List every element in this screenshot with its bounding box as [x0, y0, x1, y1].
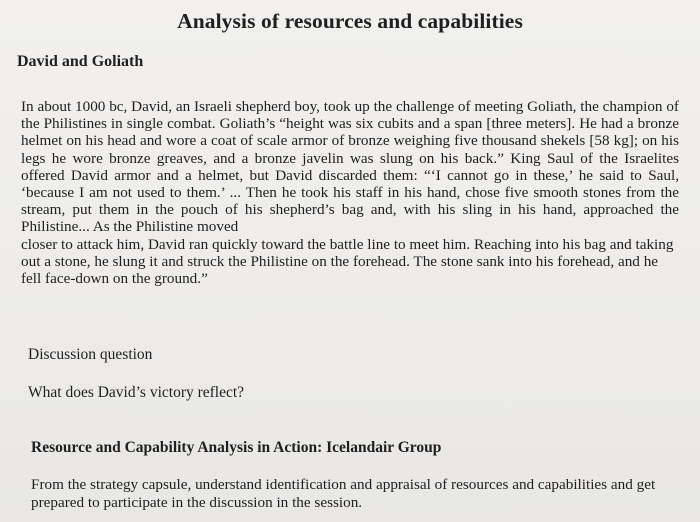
discussion-question: What does David’s victory reflect? [28, 384, 245, 401]
story-text [21, 98, 679, 287]
story-paragraph-2: closer to attack him, David ran quickly toward the battle line to meet him. Reaching into his bag and taking out a stone, he slung it and struck the Philistine on the forehead. The stone sank into his forehead, and he fell face-down on the ground.” [21, 235, 674, 288]
rca-text: From the strategy capsule, understand identification and appraisal of resources and capabilities and get prepared to participate in the discussion in the session. [31, 476, 656, 511]
rca-heading: Resource and Capability Analysis in Action: Icelandair Group [31, 439, 442, 456]
case-heading: David and Goliath [17, 53, 144, 70]
page-title: Analysis of resources and capabilities [177, 9, 523, 33]
story-paragraph-1: In about 1000 bc, David, an Israeli shepherd boy, took up the challenge of meeting Goliath, the champion of the Philistines in single combat. Goliath’s “height was six cubits and a span [three meters]. He had a bronze helmet on his head and wore a coat of scale armor of bronze weighing five thousand shekels [58 kg]; on his legs he wore bronze greaves, and a bronze javelin was slung on his back.” King Saul of the Israelites offered David armor and a helmet, but David discarded them: “‘I cannot go in these,’ he said to Saul, ‘because I am not used to them.’ ... Then he took his staff in his hand, chose five smooth stones from the stream, put them in the pouch of his shepherd’s bag and, with his sling in his hand, approached the Philistine... As the Philistine moved [21, 98, 679, 236]
discussion-heading: Discussion question [28, 346, 153, 363]
